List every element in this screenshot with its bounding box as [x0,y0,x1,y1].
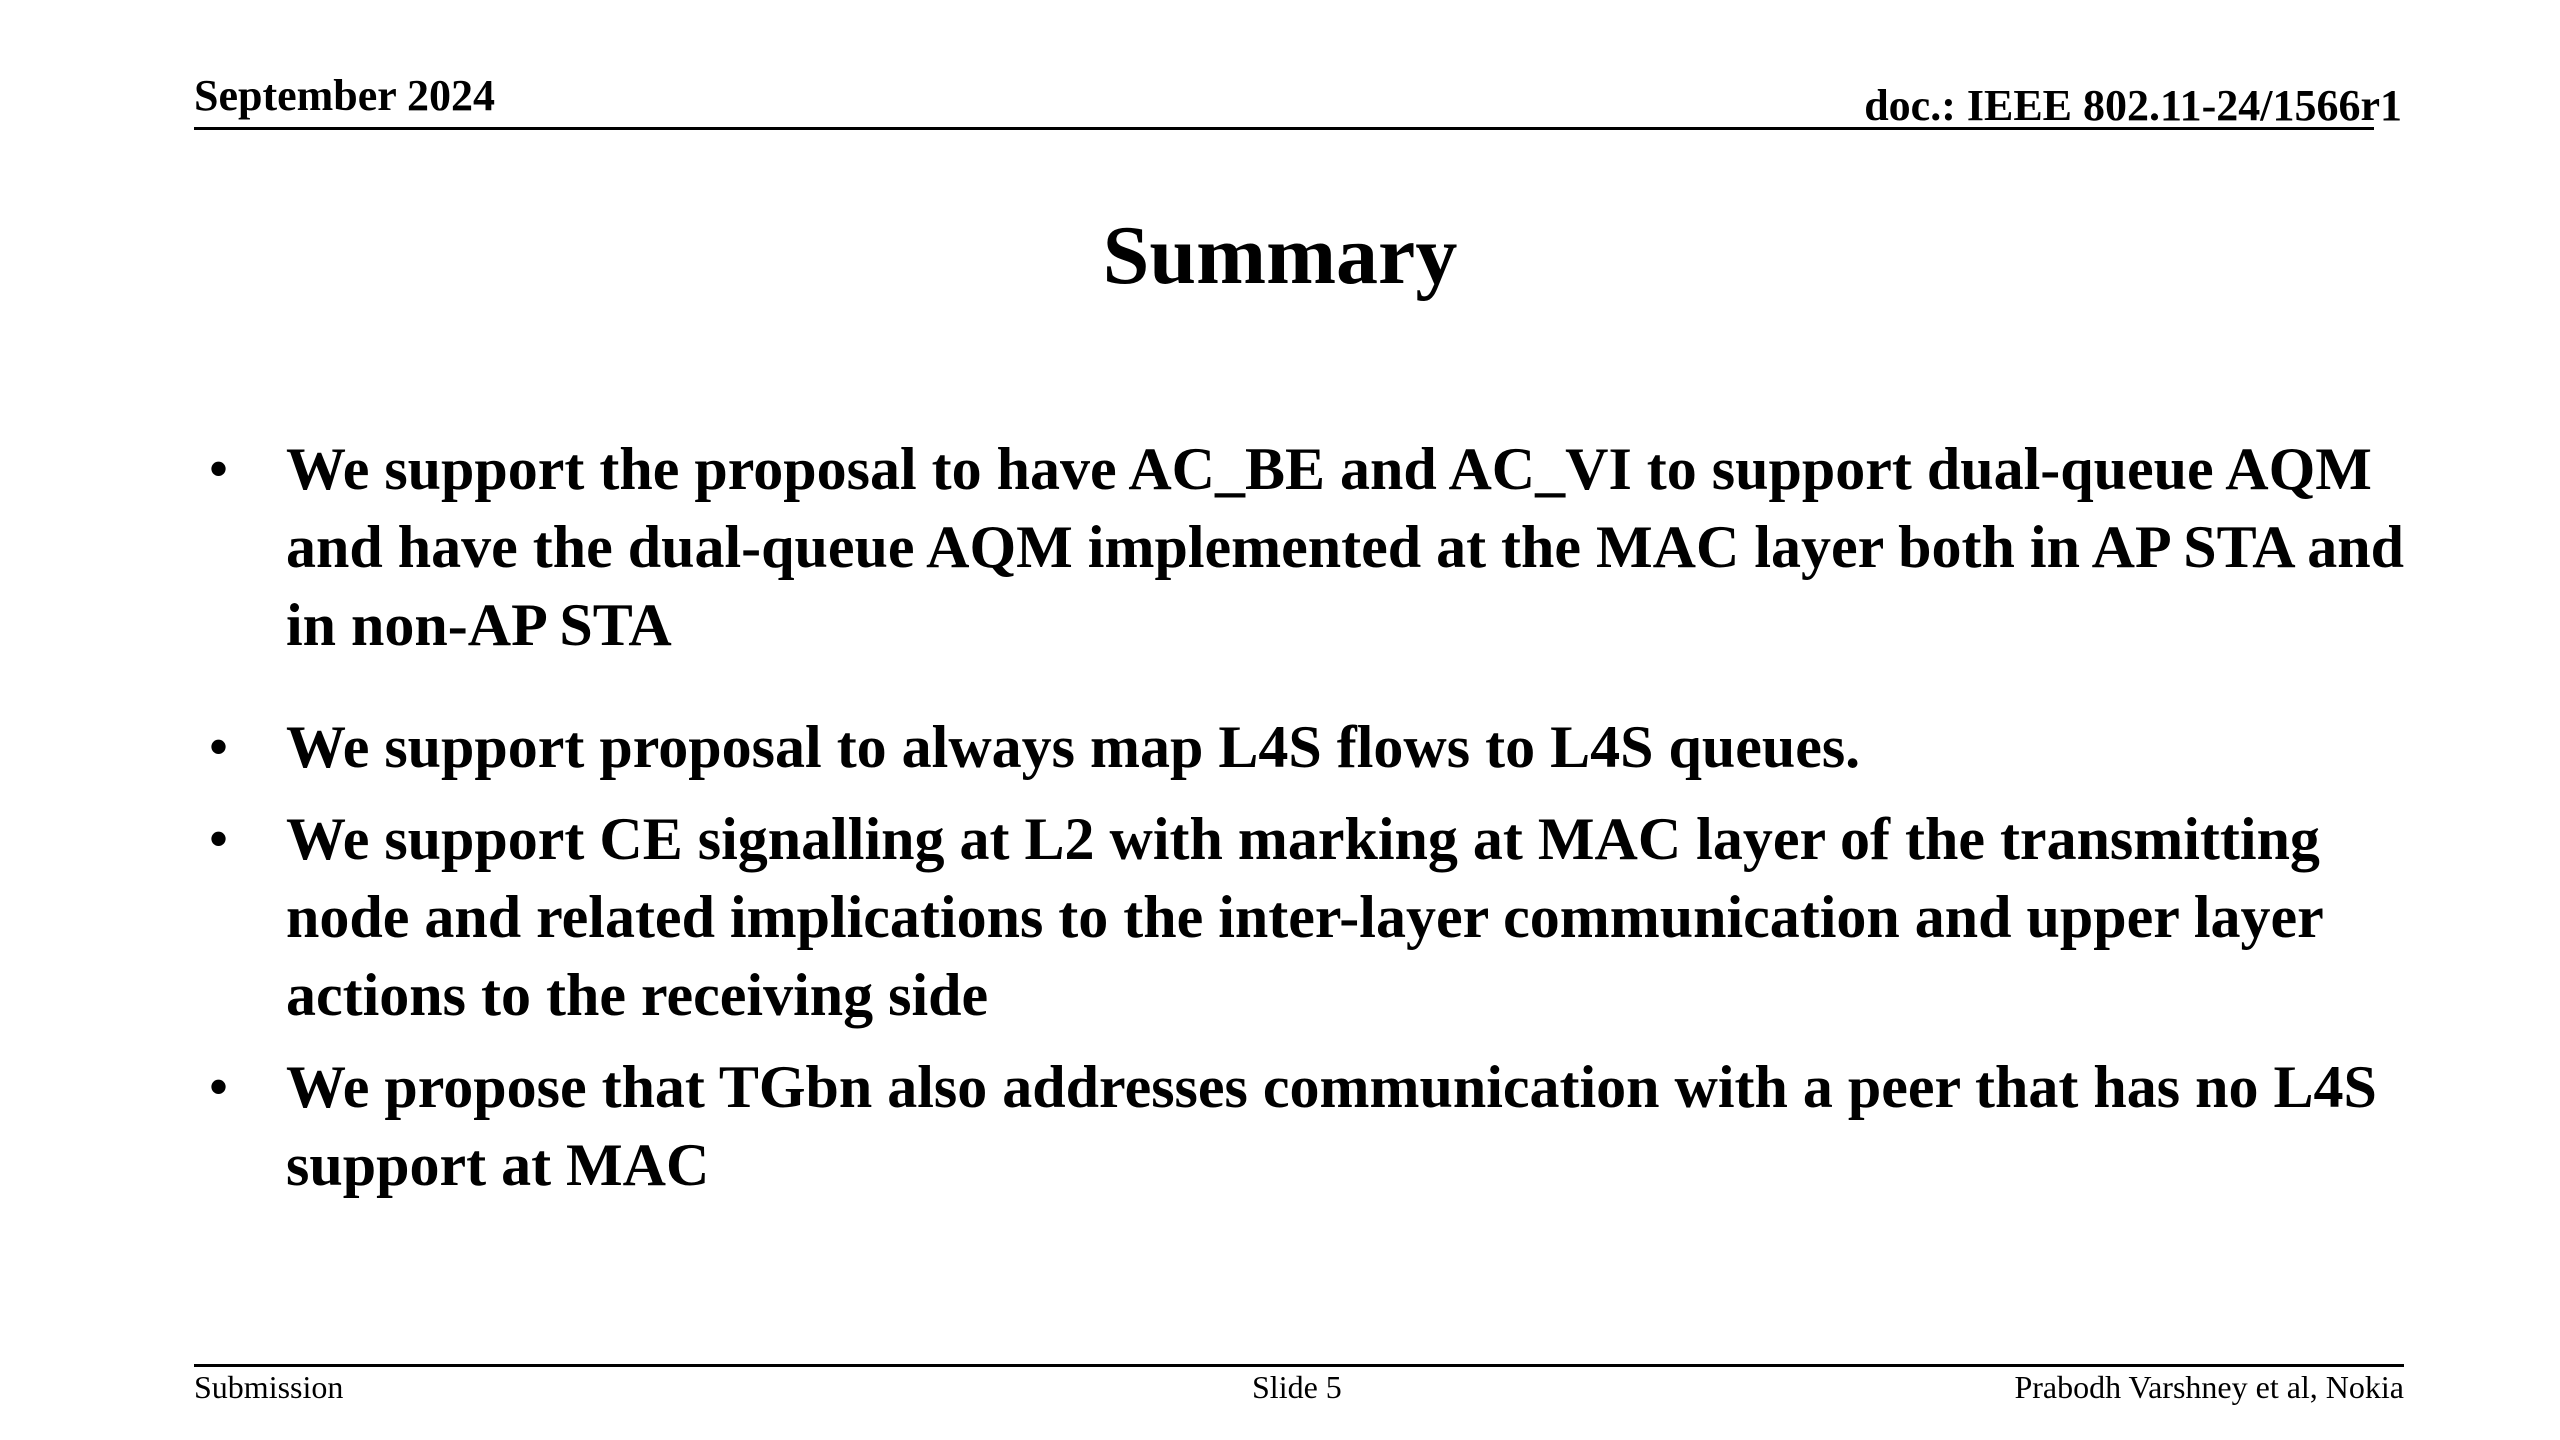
bullet-text: We support proposal to always map L4S flows to L4S queues. [286,714,1861,780]
bullet-item [208,708,2408,786]
bullet-dot: • [208,436,230,502]
bullet-item [208,1048,2408,1204]
bullet-text: We propose that TGbn also addresses communication with a peer that has no L4S support at MAC [286,1054,2377,1198]
header-divider [194,127,2374,130]
header-doc-id: doc.: IEEE 802.11-24/1566r1 [1864,81,2402,130]
footer-divider [194,1364,2404,1367]
header-date: September 2024 [194,71,496,120]
bullet-list [208,430,2408,1204]
bullet-item [208,430,2408,664]
bullet-dot: • [208,1054,230,1120]
footer-slide-number: Slide 5 [1252,1369,1342,1405]
footer-submission: Submission [194,1369,344,1405]
bullet-item [208,800,2408,1034]
bullet-text: We support the proposal to have AC_BE and AC_VI to support dual-queue AQM and have the dual-queue AQM implemented at the MAC layer both in AP STA and in non-AP STA [286,436,2404,658]
slide-title: Summary [1102,209,1458,302]
bullet-dot: • [208,714,230,780]
footer-author: Prabodh Varshney et al, Nokia [2014,1369,2404,1405]
bullet-dot: • [208,806,230,872]
bullet-text: We support CE signalling at L2 with marking at MAC layer of the transmitting node and related implications to the inter-layer communication and upper layer actions to the receiving side [286,806,2323,1028]
